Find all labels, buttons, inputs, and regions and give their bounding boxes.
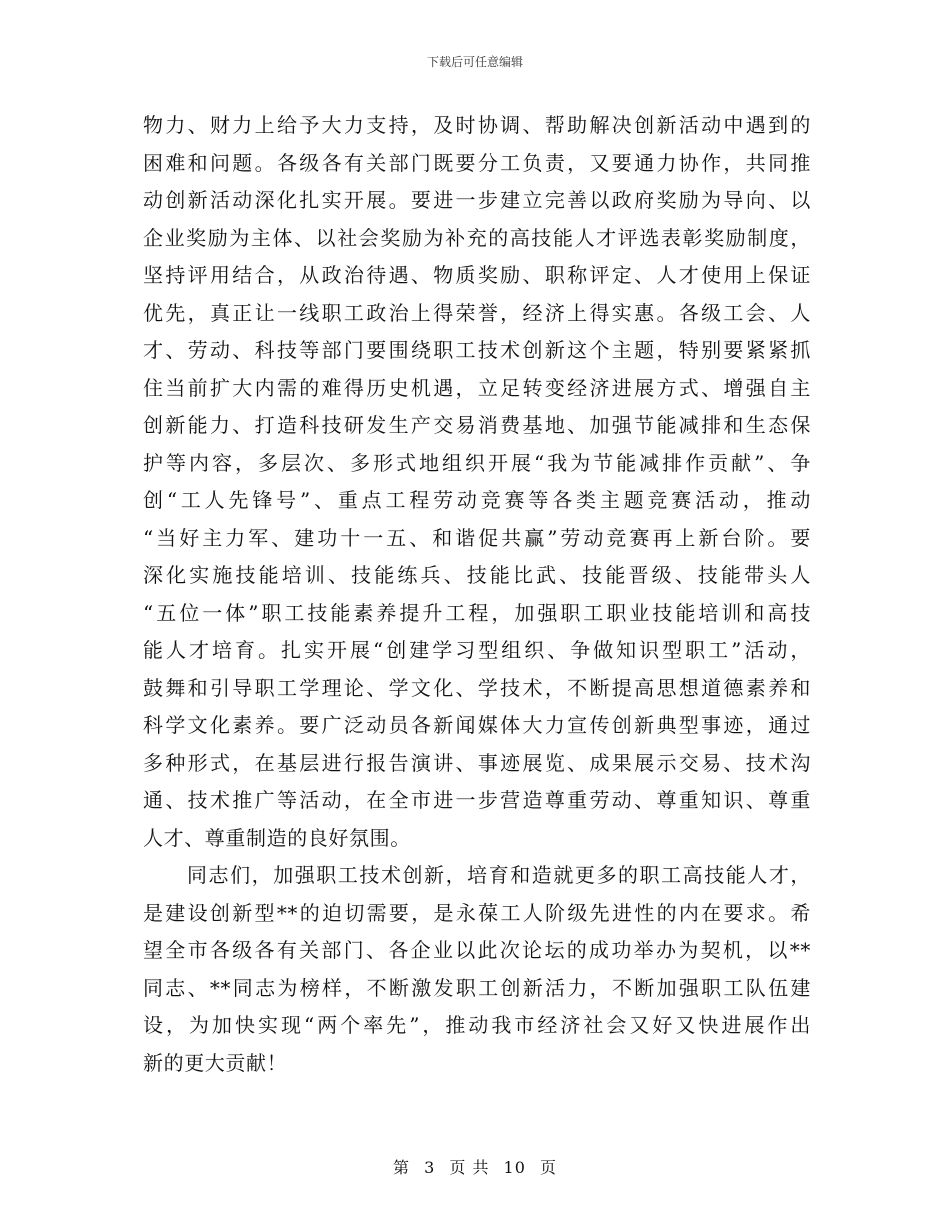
page-mid: 页 共: [449, 1158, 490, 1177]
text-line: 才、劳动、科技等部门要围绕职工技术创新这个主题，特别要紧紧抓: [143, 338, 811, 362]
text-line: 深化实施技能培训、技能练兵、技能比武、技能晋级、技能带头人: [143, 563, 811, 587]
text-line: 优先，真正让一线职工政治上得荣誉，经济上得实惠。各级工会、人: [143, 300, 811, 325]
text-line: 创新能力、打造科技研发生产交易消费基地、加强节能减排和生态保: [143, 413, 811, 437]
text-line: 困难和问题。各级各有关部门既要分工负责，又要通力协作，共同推: [143, 150, 811, 175]
text-line: 是建设创新型**的迫切需要，是永葆工人阶级先进性的内在要求。希: [143, 900, 811, 925]
text-line: 科学文化素养。要广泛动员各新闻媒体大力宣传创新典型事迹，通过: [143, 713, 811, 737]
page-number: 3: [424, 1158, 436, 1177]
text-line: 人才、尊重制造的良好氛围。: [143, 825, 411, 850]
text-line: 新的更大贡献！: [143, 1050, 288, 1075]
text-line: 鼓舞和引导职工学理论、学文化、学技术，不断提高思想道德素养和: [143, 675, 811, 700]
text-line: “五位一体”职工技能素养提升工程，加强职工职业技能培训和高技: [143, 600, 811, 625]
text-line: 多种形式，在基层进行报告演讲、事迹展览、成果展示交易、技术沟: [143, 750, 811, 775]
document-body: [143, 107, 811, 1082]
text-line: 创“工人先锋号”、重点工程劳动竞赛等各类主题竞赛活动，推动: [143, 488, 811, 512]
page-suffix: 页: [540, 1158, 558, 1177]
page-prefix: 第: [392, 1158, 410, 1177]
text-line: 住当前扩大内需的难得历史机遇，立足转变经济进展方式、增强自主: [143, 375, 811, 400]
text-line: 通、技术推广等活动，在全市进一步营造尊重劳动、尊重知识、尊重: [143, 788, 811, 812]
text-line: 动创新活动深化扎实开展。要进一步建立完善以政府奖励为导向、以: [143, 188, 811, 212]
header-note: 下载后可任意编辑: [426, 55, 523, 69]
text-line: 同志、**同志为榜样，不断激发职工创新活力，不断加强职工队伍建: [143, 975, 811, 1000]
page-total: 10: [503, 1158, 526, 1177]
text-line: 坚持评用结合，从政治待遇、物质奖励、职称评定、人才使用上保证: [143, 263, 811, 287]
text-line: 望全市各级各有关部门、各企业以此次论坛的成功举办为契机，以**: [143, 938, 811, 962]
text-line: 企业奖励为主体、以社会奖励为补充的高技能人才评选表彰奖励制度，: [143, 225, 811, 250]
text-line: 护等内容，多层次、多形式地组织开展“我为节能减排作贡献”、争: [143, 450, 811, 475]
page-footer: [0, 1155, 950, 1178]
paragraph-first-line: 同志们，加强职工技术创新，培育和造就更多的职工高技能人才，: [187, 863, 811, 887]
text-line: 物力、财力上给予大力支持，及时协调、帮助解决创新活动中遇到的: [143, 113, 811, 137]
text-line: 能人才培育。扎实开展“创建学习型组织、争做知识型职工”活动，: [143, 638, 811, 662]
text-line: 设，为加快实现“两个率先”，推动我市经济社会又好又快进展作出: [143, 1013, 811, 1037]
text-line: “当好主力军、建功十一五、和谐促共赢”劳动竞赛再上新台阶。要: [143, 525, 811, 550]
